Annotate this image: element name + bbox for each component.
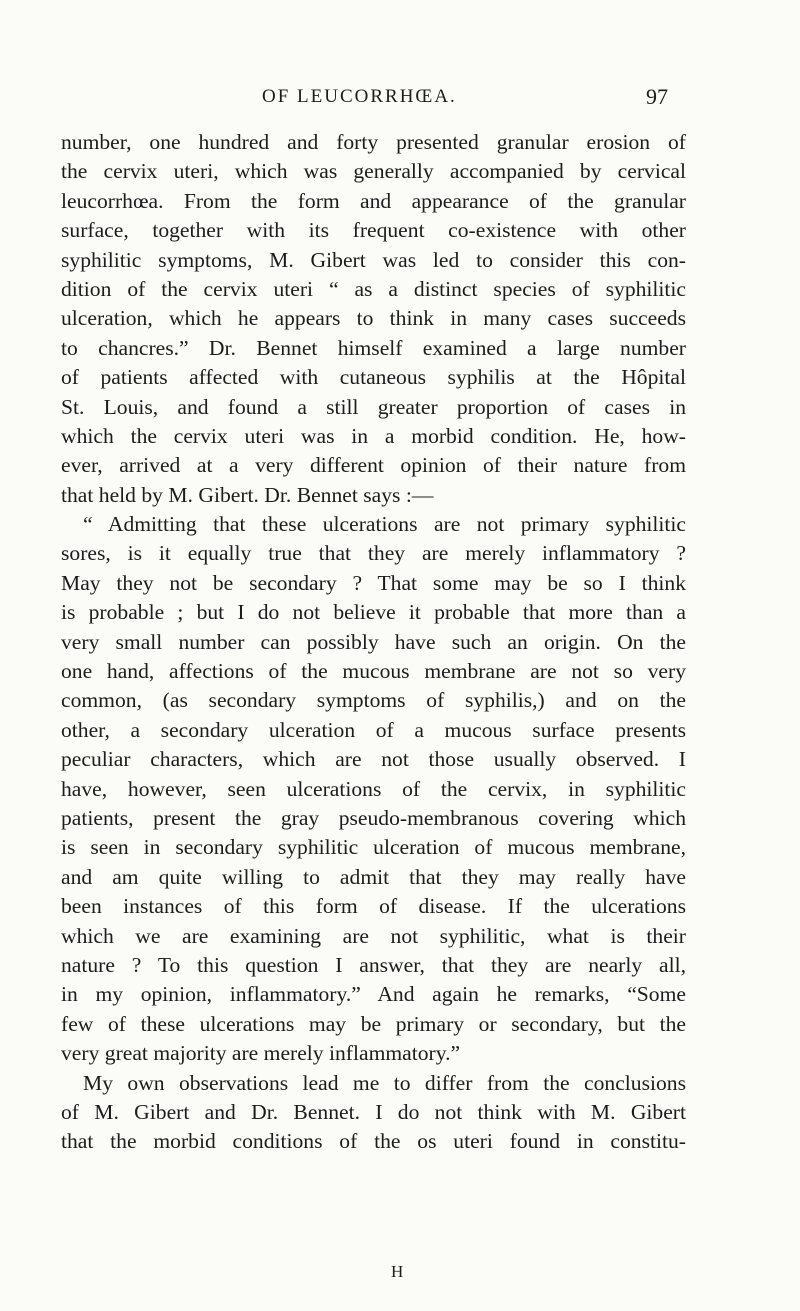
signature-mark: H bbox=[391, 1262, 404, 1281]
text-line: leucorrhœa. From the form and appearance of the granular bbox=[61, 188, 686, 213]
text-line: May they not be secondary ? That some may be so I think bbox=[61, 570, 686, 595]
text-line: the cervix uteri, which was generally accompanied by cervical bbox=[61, 159, 686, 184]
text-line: ever, arrived at a very different opinion of their nature from bbox=[61, 453, 686, 478]
text-line: have, however, seen ulcerations of the cervix, in syphilitic bbox=[61, 776, 686, 801]
text-line: few of these ulcerations may be primary or secondary, but the bbox=[61, 1011, 686, 1036]
quote-first-line: “ Admitting that these ulcerations are not primary syphilitic bbox=[83, 512, 686, 537]
page-number: 97 bbox=[646, 84, 668, 109]
text-line: St. Louis, and found a still greater proportion of cases in bbox=[61, 394, 686, 419]
text-line: of patients affected with cutaneous syphilis at the Hôpital bbox=[61, 365, 686, 390]
text-line: is probable ; but I do not believe it probable that more than a bbox=[61, 600, 686, 625]
text-line: and am quite willing to admit that they may really have bbox=[61, 864, 686, 889]
text-line: ulceration, which he appears to think in many cases succeeds bbox=[61, 306, 686, 331]
text-line: common, (as secondary symptoms of syphilis,) and on the bbox=[61, 688, 686, 713]
text-line: which we are examining are not syphilitic, what is their bbox=[61, 923, 686, 948]
running-head: OF LEUCORRHŒA. bbox=[262, 86, 457, 107]
text-line: that the morbid conditions of the os uteri found in constitu- bbox=[61, 1129, 686, 1154]
page-header bbox=[0, 84, 800, 114]
text-line: other, a secondary ulceration of a mucous surface presents bbox=[61, 717, 686, 742]
text-line: number, one hundred and forty presented granular erosion of bbox=[61, 130, 686, 154]
paragraph-first-line: My own observations lead me to differ from the conclusions bbox=[83, 1070, 686, 1095]
text-line: in my opinion, inflammatory.” And again he remarks, “Some bbox=[61, 982, 686, 1007]
text-line: one hand, affections of the mucous membrane are not so very bbox=[61, 659, 686, 684]
text-line: to chancres.” Dr. Bennet himself examined a large number bbox=[61, 335, 686, 360]
text-line: dition of the cervix uteri “ as a distinct species of syphilitic bbox=[61, 276, 686, 301]
text-line: of M. Gibert and Dr. Bennet. I do not think with M. Gibert bbox=[61, 1099, 686, 1124]
text-line: surface, together with its frequent co-existence with other bbox=[61, 218, 686, 243]
body-text bbox=[61, 128, 686, 1157]
text-line: very great majority are merely inflammatory.” bbox=[61, 1041, 461, 1066]
text-line: is seen in secondary syphilitic ulceration of mucous membrane, bbox=[61, 835, 686, 860]
text-line: patients, present the gray pseudo-membranous covering which bbox=[61, 805, 686, 830]
text-line: sores, is it equally true that they are merely inflammatory ? bbox=[61, 541, 686, 566]
text-line: that held by M. Gibert. Dr. Bennet says :— bbox=[61, 482, 434, 507]
text-line: very small number can possibly have such an origin. On the bbox=[61, 629, 686, 654]
text-line: been instances of this form of disease. If the ulcerations bbox=[61, 894, 686, 919]
text-line: syphilitic symptoms, M. Gibert was led to consider this con- bbox=[61, 247, 686, 272]
text-line: nature ? To this question I answer, that they are nearly all, bbox=[61, 952, 686, 977]
text-line: peculiar characters, which are not those usually observed. I bbox=[61, 747, 686, 772]
text-line: which the cervix uteri was in a morbid condition. He, how- bbox=[61, 423, 686, 448]
